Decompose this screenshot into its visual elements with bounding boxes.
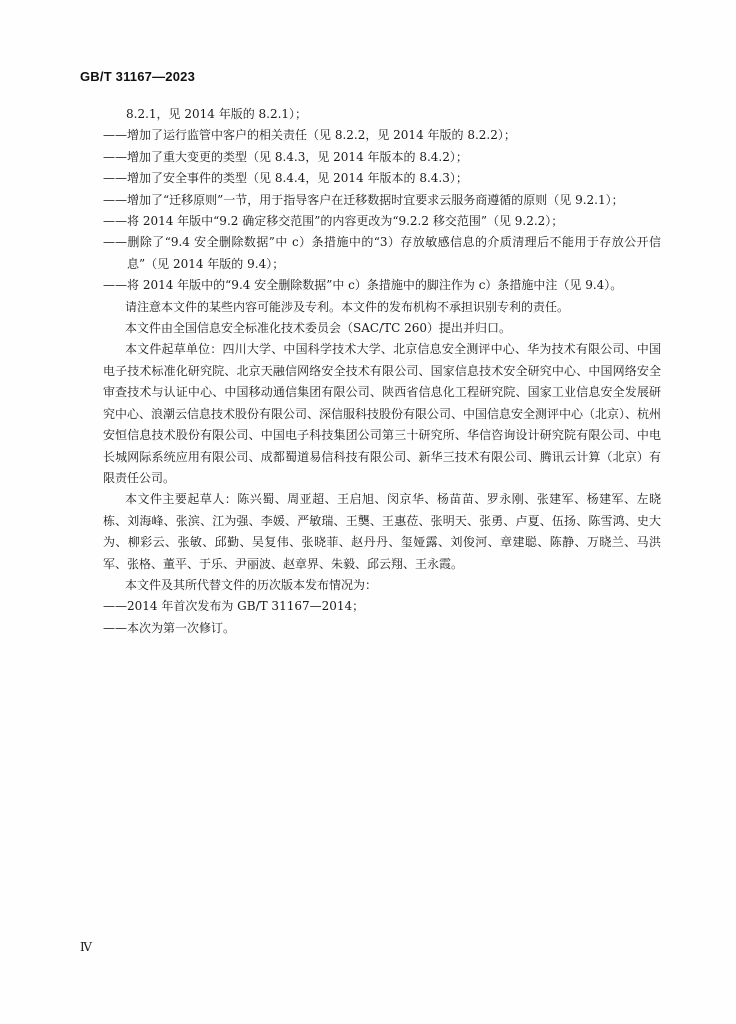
document-number-header: GB/T 31167—2023 <box>80 69 196 84</box>
history-intro: 本文件及其所代替文件的历次版本发布情况为： <box>125 577 378 592</box>
change-item-continuation: 8.2.1，见 2014 年版的 8.2.1）； <box>126 107 308 121</box>
change-item: ——将 2014 年版中的“9.4 安全删除数据”中 c）条措施中的脚注作为 c）条措施中注（见 9.4）。 <box>103 278 623 293</box>
document-body <box>103 104 661 639</box>
page-number: Ⅳ <box>80 940 92 954</box>
change-item: ——增加了运行监管中客户的相关责任（见 8.2.2，见 2014 年版的 8.2.2）； <box>103 128 516 143</box>
drafters: 本文件主要起草人：陈兴蜀、周亚超、王启旭、闵京华、杨苗苗、罗永刚、张建军、杨建军、左晓栋、刘海峰、张滨、江为强、李媛、严敏瑞、王龑、王惠莅、张明天、张勇、卢夏、伍扬、陈雪鸿、史大为、柳彩云、张敏、邱勤、吴复伟、张晓菲、赵丹丹、玺娅露、刘俊河、章建聪、陈静、万晓兰、马洪军、张格、董平、于乐、尹丽波、赵章界、朱毅、邱云翔、王永霞。 <box>103 492 661 571</box>
patent-notice: 请注意本文件的某些内容可能涉及专利。本文件的发布机构不承担识别专利的责任。 <box>125 299 570 314</box>
history-item: ——2014 年首次发布为 GB/T 31167—2014； <box>103 599 365 614</box>
change-item: ——增加了重大变更的类型（见 8.4.3，见 2014 年版本的 8.4.2）； <box>103 149 468 164</box>
proposer-statement: 本文件由全国信息安全标准化技术委员会（SAC/TC 260）提出并归口。 <box>125 321 512 336</box>
drafting-units: 本文件起草单位：四川大学、中国科学技术大学、北京信息安全测评中心、华为技术有限公司、中国电子技术标准化研究院、北京天融信网络安全技术有限公司、国家信息技术安全研究中心、中国网络安全审查技术与认证中心、中国移动通信集团有限公司、陕西省信息化工程研究院、国家工业信息安全发展研究中心、浪潮云信息技术股份有限公司、深信服科技股份有限公司、中国信息安全测评中心（北京）、杭州安恒信息技术股份有限公司、中国电子科技集团公司第三十研究所、华信咨询设计研究院有限公司、中电长城网际系统应用有限公司、成都蜀道易信科技有限公司、新华三技术有限公司、腾讯云计算（北京）有限责任公司。 <box>103 342 662 485</box>
change-item: ——增加了“迁移原则”一节，用于指导客户在迁移数据时宜要求云服务商遵循的原则（见 9.2.1）； <box>103 192 624 207</box>
history-item: ——本次为第一次修订。 <box>103 620 236 635</box>
change-item: ——删除了“9.4 安全删除数据”中 c）条措施中的“3）存放敏感信息的介质清理后不能用于存放公开信息”（见 2014 年版的 9.4）； <box>103 235 661 271</box>
change-item: ——将 2014 年版中“9.2 确定移交范围”的内容更改为“9.2.2 移交范围”（见 9.2.2）； <box>103 214 564 229</box>
change-item: ——增加了安全事件的类型（见 8.4.4，见 2014 年版本的 8.4.3）； <box>103 171 468 186</box>
